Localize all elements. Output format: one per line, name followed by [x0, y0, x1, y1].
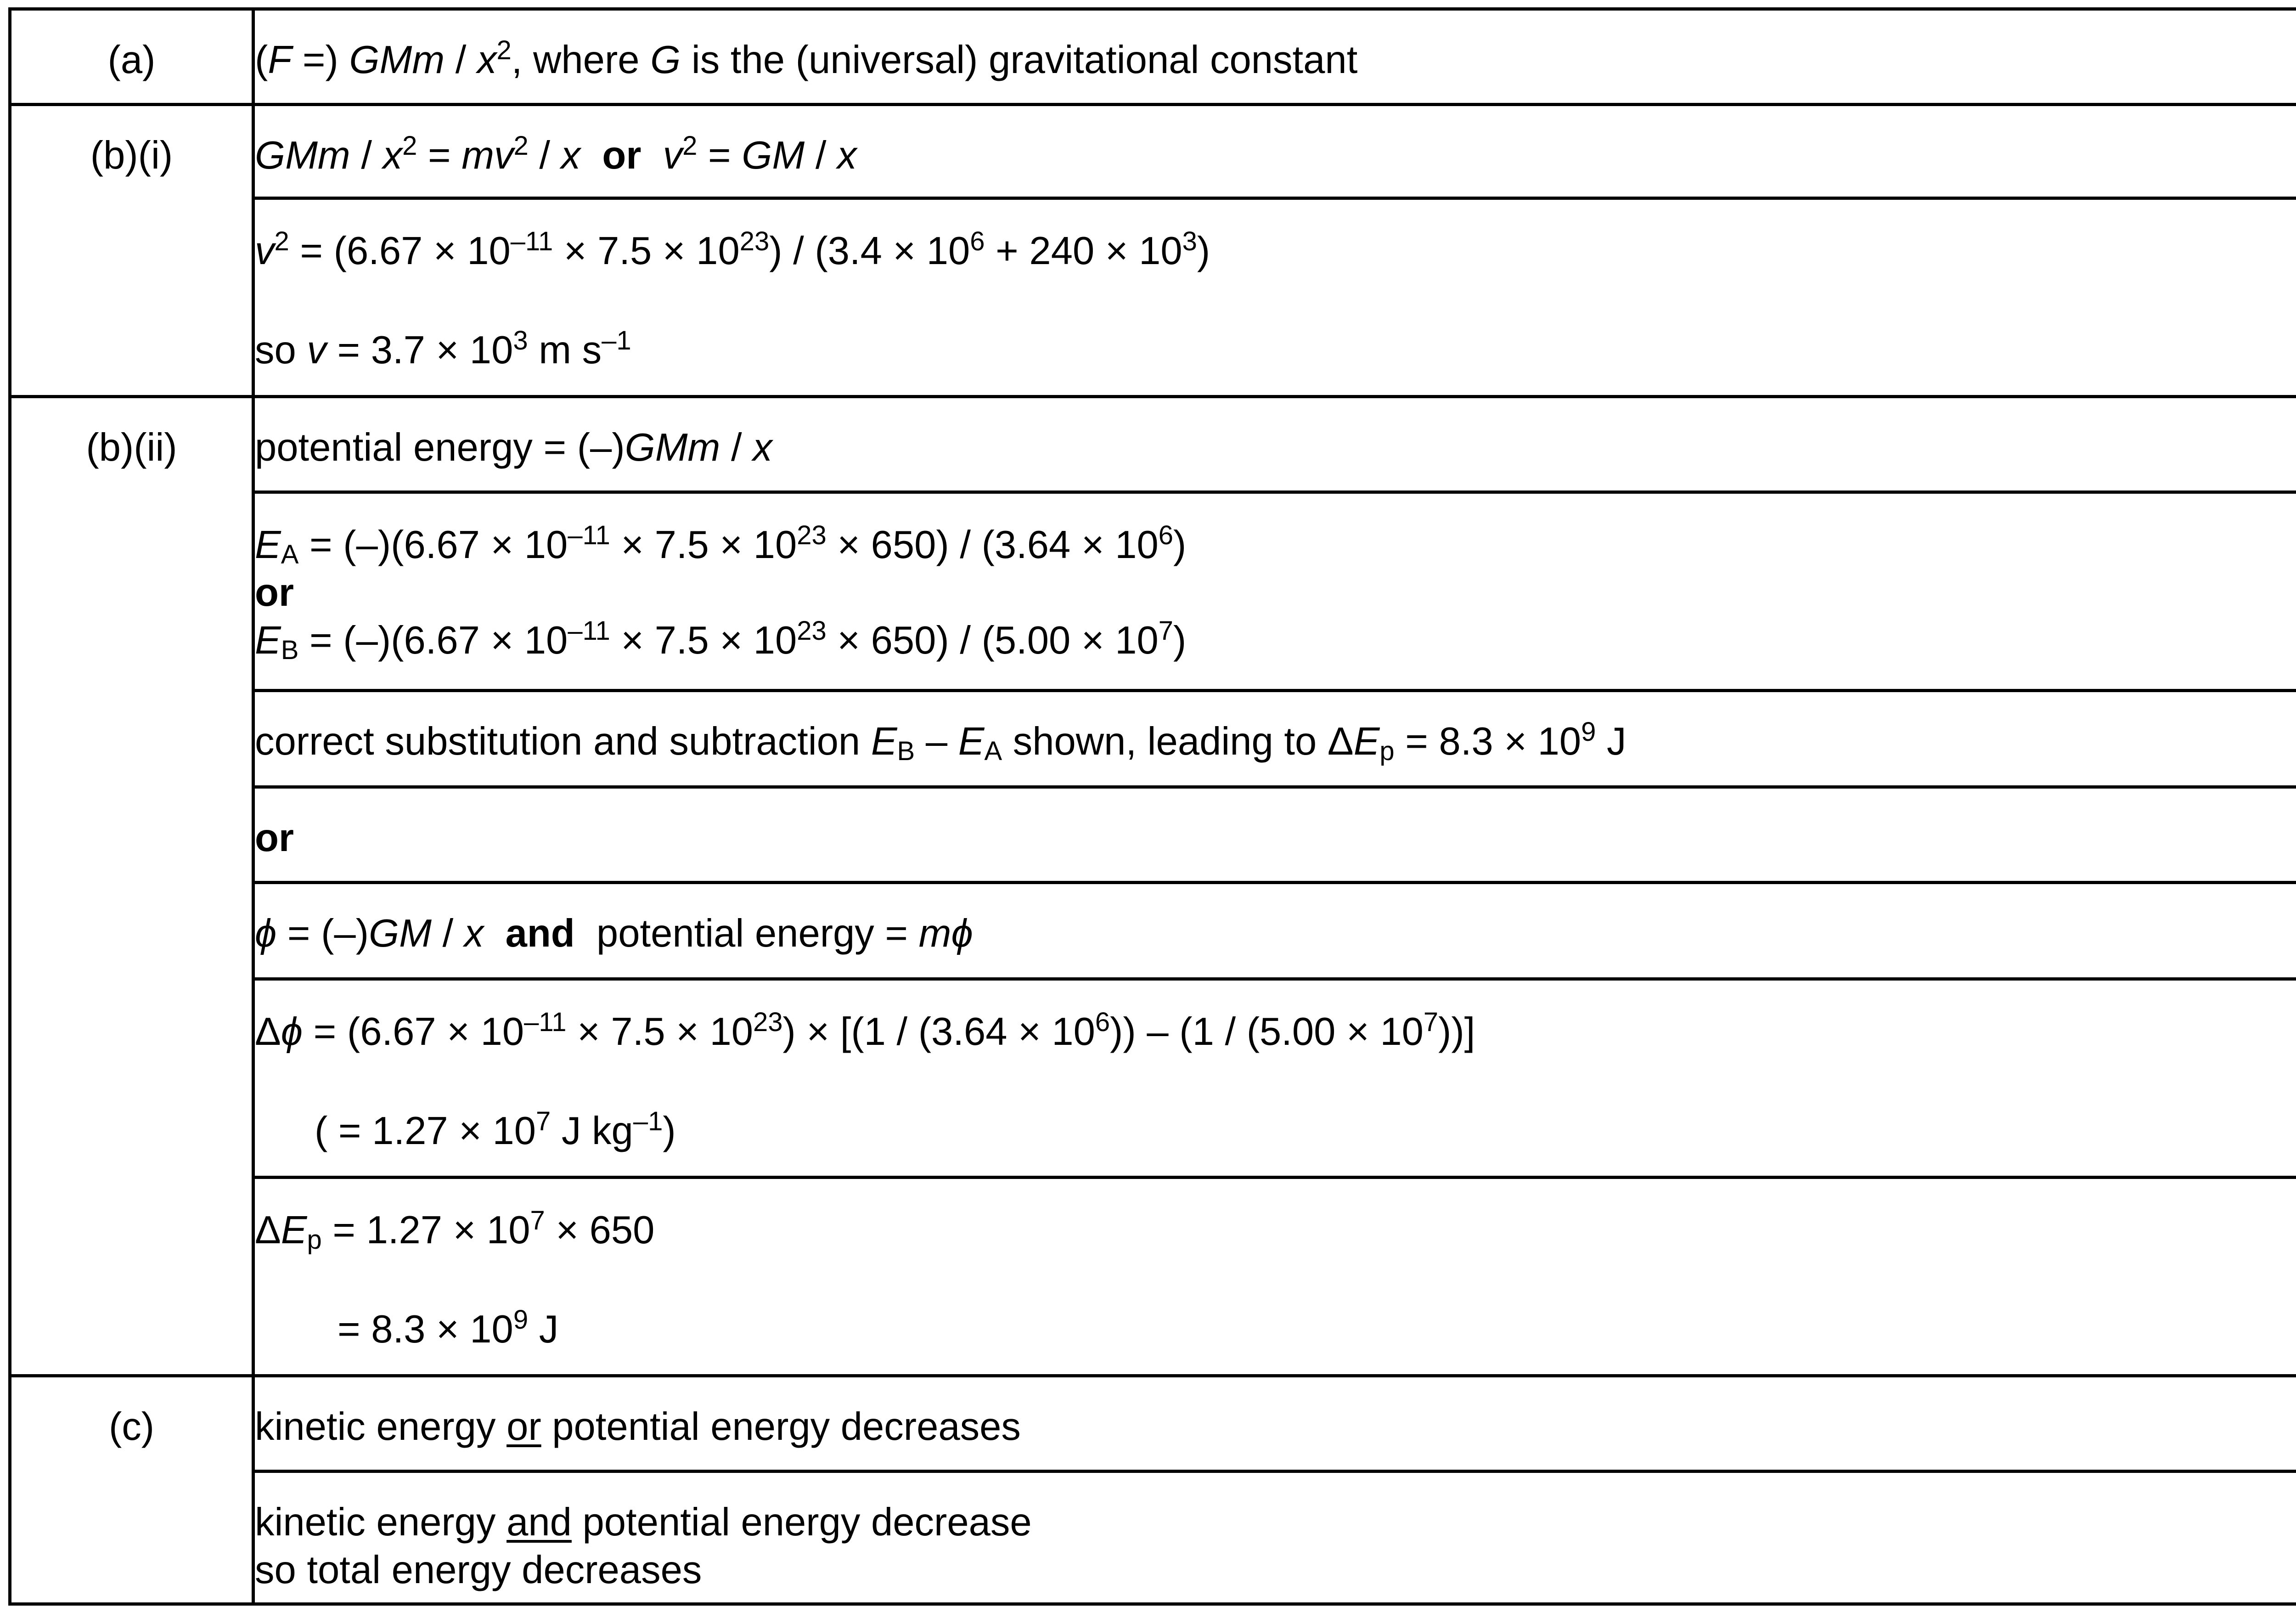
- answer-line: $v^2 = (6.67 \times 10^{-11} \times 7.5 \times 10^{23}) / (3.4 \times 10^6 + 240 \times 10^3)$: [255, 226, 1210, 273]
- table-row: [10, 1472, 2296, 1604]
- table-row: [10, 492, 2296, 691]
- answer-line: (F =) GMm / $x^2$, where G is the (universal) gravitational constant: [255, 35, 1358, 82]
- answer-cell: [253, 492, 2296, 691]
- answer-line: $\Delta\phi = (6.67 \times 10^{-11} \times 7.5 \times 10^{23}) \times [(1 / (3.64 \times 10^6)) - (1 / (5.00 \times 10^7))]$: [255, 1007, 1475, 1054]
- answer-cell: [253, 691, 2296, 787]
- answer-cell: [253, 397, 2296, 492]
- answer-cell: [253, 787, 2296, 883]
- table-row: [10, 691, 2296, 787]
- answer-line: so total energy decreases: [255, 1548, 702, 1592]
- table-row: [10, 979, 2296, 1178]
- answer-line: kinetic energy or potential energy decreases: [255, 1405, 1021, 1449]
- table-row: [10, 397, 2296, 492]
- answer-line: $E_A = (-)(6.67 \times 10^{-11} \times 7.5 \times 10^{23} \times 650) / (3.64 \times 10^6)$: [255, 520, 1187, 569]
- part-label: (b)(i): [10, 105, 253, 397]
- answer-cell: [253, 105, 2296, 198]
- answer-line: potential energy = (–)GMm / x: [255, 426, 772, 469]
- answer-line: ϕ = (–)GM / x and potential energy = mϕ: [255, 912, 973, 955]
- table-row: [10, 883, 2296, 979]
- part-label: (b)(ii): [10, 397, 253, 1376]
- table-row: [10, 9, 2296, 105]
- answer-line: GMm / $x^2 = mv^2 / x$ or $v^2$ = GM / x: [255, 131, 857, 177]
- or-label: or: [255, 816, 294, 860]
- table-row: [10, 1178, 2296, 1376]
- answer-line: ( = $1.27 \times 10^7$ J $kg^{-1}$): [315, 1106, 676, 1153]
- answer-cell: [253, 883, 2296, 979]
- table-row: [10, 105, 2296, 198]
- part-label: (c): [10, 1376, 253, 1604]
- table-row: [10, 1376, 2296, 1472]
- answer-line: correct substitution and subtraction $E_B - E_A$ shown, leading to $\Delta E_p = 8.3 \times 10^9$ J: [255, 717, 1626, 766]
- answer-cell: [253, 9, 2296, 105]
- answer-cell: [253, 1178, 2296, 1376]
- answer-line: = $8.3 \times 10^9$ J: [338, 1305, 559, 1351]
- mark-scheme-table: [8, 7, 2296, 1606]
- answer-cell: [253, 1472, 2296, 1604]
- answer-line: $\Delta E_p = 1.27 \times 10^7 \times 650$: [255, 1206, 655, 1255]
- answer-line: $E_B = (-)(6.67 \times 10^{-11} \times 7.5 \times 10^{23} \times 650) / (5.00 \times 10^7)$: [255, 616, 1187, 665]
- answer-line: so $v = 3.7 \times 10^3$ m $s^{-1}$: [255, 326, 631, 372]
- part-label: (a): [10, 9, 253, 105]
- answer-cell: [253, 198, 2296, 397]
- answer-line: kinetic energy and potential energy decrease: [255, 1500, 1032, 1544]
- or-label: or: [255, 571, 294, 615]
- table-row: [10, 198, 2296, 397]
- table-row: [10, 787, 2296, 883]
- answer-cell: [253, 979, 2296, 1178]
- answer-cell: [253, 1376, 2296, 1472]
